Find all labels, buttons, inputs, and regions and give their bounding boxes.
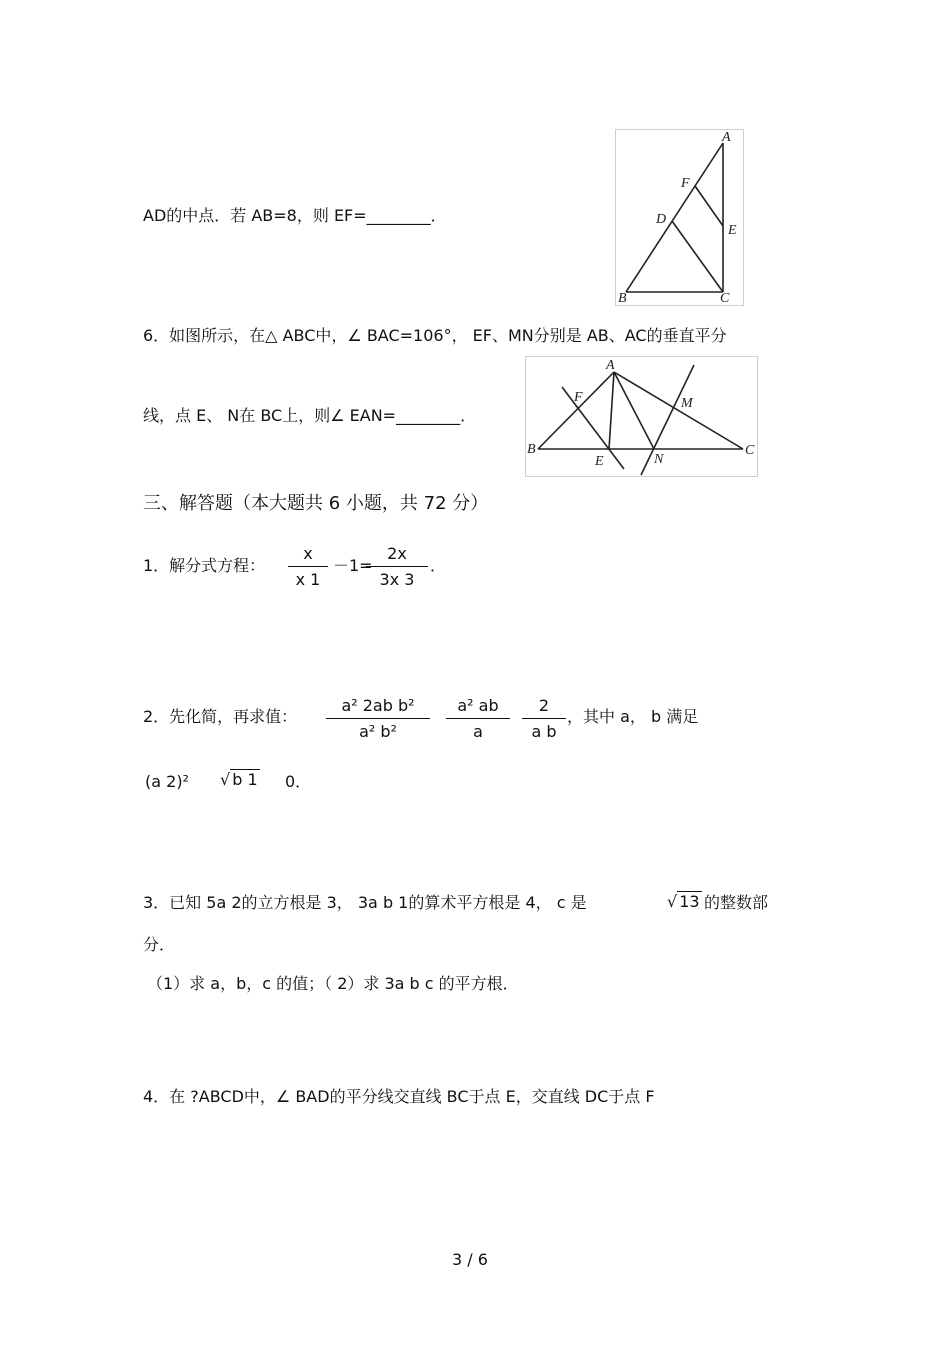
q6-line2: 线，点 E、 N在 BC上，则∠ EAN=________．	[143, 406, 477, 425]
p2-condition-right: 0．	[285, 772, 312, 791]
section-3-heading: 三、解答题（本大题共 6 小题，共 72 分）	[143, 493, 489, 514]
fig2-label-c: C	[745, 443, 755, 458]
page-number: 3 / 6	[452, 1250, 488, 1269]
p3-line2: 分．	[143, 935, 176, 954]
p1-frac2-num: 2x	[387, 544, 407, 563]
figure-triangle-abc-1	[615, 129, 744, 306]
fig1-label-e: E	[728, 223, 737, 238]
sqrt-icon: √	[667, 892, 678, 911]
p2-f2-den: a	[473, 722, 483, 741]
p3-sqrt-radicand: 13	[679, 892, 700, 911]
p2-tail: ，其中 a， b 满足	[567, 707, 699, 726]
fig1-label-c: C	[720, 291, 730, 305]
p2-f1-num: a² 2ab b²	[341, 696, 415, 715]
p3-line1-end: 的整数部	[704, 893, 769, 912]
p1-fraction-1	[288, 545, 328, 589]
p2-f1-den: a² b²	[359, 722, 397, 741]
fig2-label-n: N	[654, 452, 664, 467]
p1-fraction-2	[366, 545, 428, 589]
p2-f3-den: a b	[531, 722, 557, 741]
p2-sqrt-radicand: b 1	[232, 770, 258, 789]
p1-middle: －1=	[333, 556, 373, 575]
p2-condition-sqrt	[220, 771, 260, 789]
fig2-label-b: B	[527, 442, 536, 457]
p4-text: 4．在 ?ABCD中，∠ BAD的平分线交直线 BC于点 E，交直线 DC于点 F	[143, 1087, 655, 1106]
p1-frac1-num: x	[303, 544, 313, 563]
fig1-label-f: F	[681, 176, 690, 191]
p2-fraction-2	[446, 697, 510, 741]
p2-fraction-1	[326, 697, 430, 741]
p3-sqrt	[667, 893, 702, 911]
figure-triangle-abc-2	[525, 356, 758, 477]
p1-end: ．	[430, 556, 447, 575]
p2-f3-num: 2	[538, 696, 550, 715]
sqrt-icon: √	[220, 770, 231, 789]
fig1-label-a: A	[722, 130, 731, 145]
p3-line3: （1）求 a，b，c 的值；（ 2）求 3a b c 的平方根．	[147, 974, 519, 993]
p1-frac1-den: x 1	[295, 570, 321, 589]
q6-line1: 6．如图所示，在△ ABC中，∠ BAC=106°， EF、MN分别是 AB、AC的垂直平分	[143, 326, 727, 345]
fig2-label-a: A	[606, 358, 615, 373]
fig1-label-b: B	[618, 291, 627, 305]
p3-line1: 3．已知 5a 2的立方根是 3， 3a b 1的算术平方根是 4， c 是	[143, 893, 587, 912]
fig2-label-f: F	[574, 390, 583, 405]
fig2-label-e: E	[595, 454, 604, 469]
p2-fraction-3	[522, 697, 566, 741]
fig1-label-d: D	[656, 212, 667, 227]
p2-f2-num: a² ab	[457, 696, 499, 715]
p1-frac2-den: 3x 3	[379, 570, 415, 589]
q5-text: AD的中点．若 AB=8，则 EF=________．	[143, 206, 447, 225]
p1-label: 1．解分式方程：	[143, 556, 266, 575]
fig2-label-m: M	[681, 396, 693, 411]
p2-condition-left: (a 2)²	[145, 772, 189, 791]
p2-label: 2．先化简，再求值：	[143, 707, 298, 726]
